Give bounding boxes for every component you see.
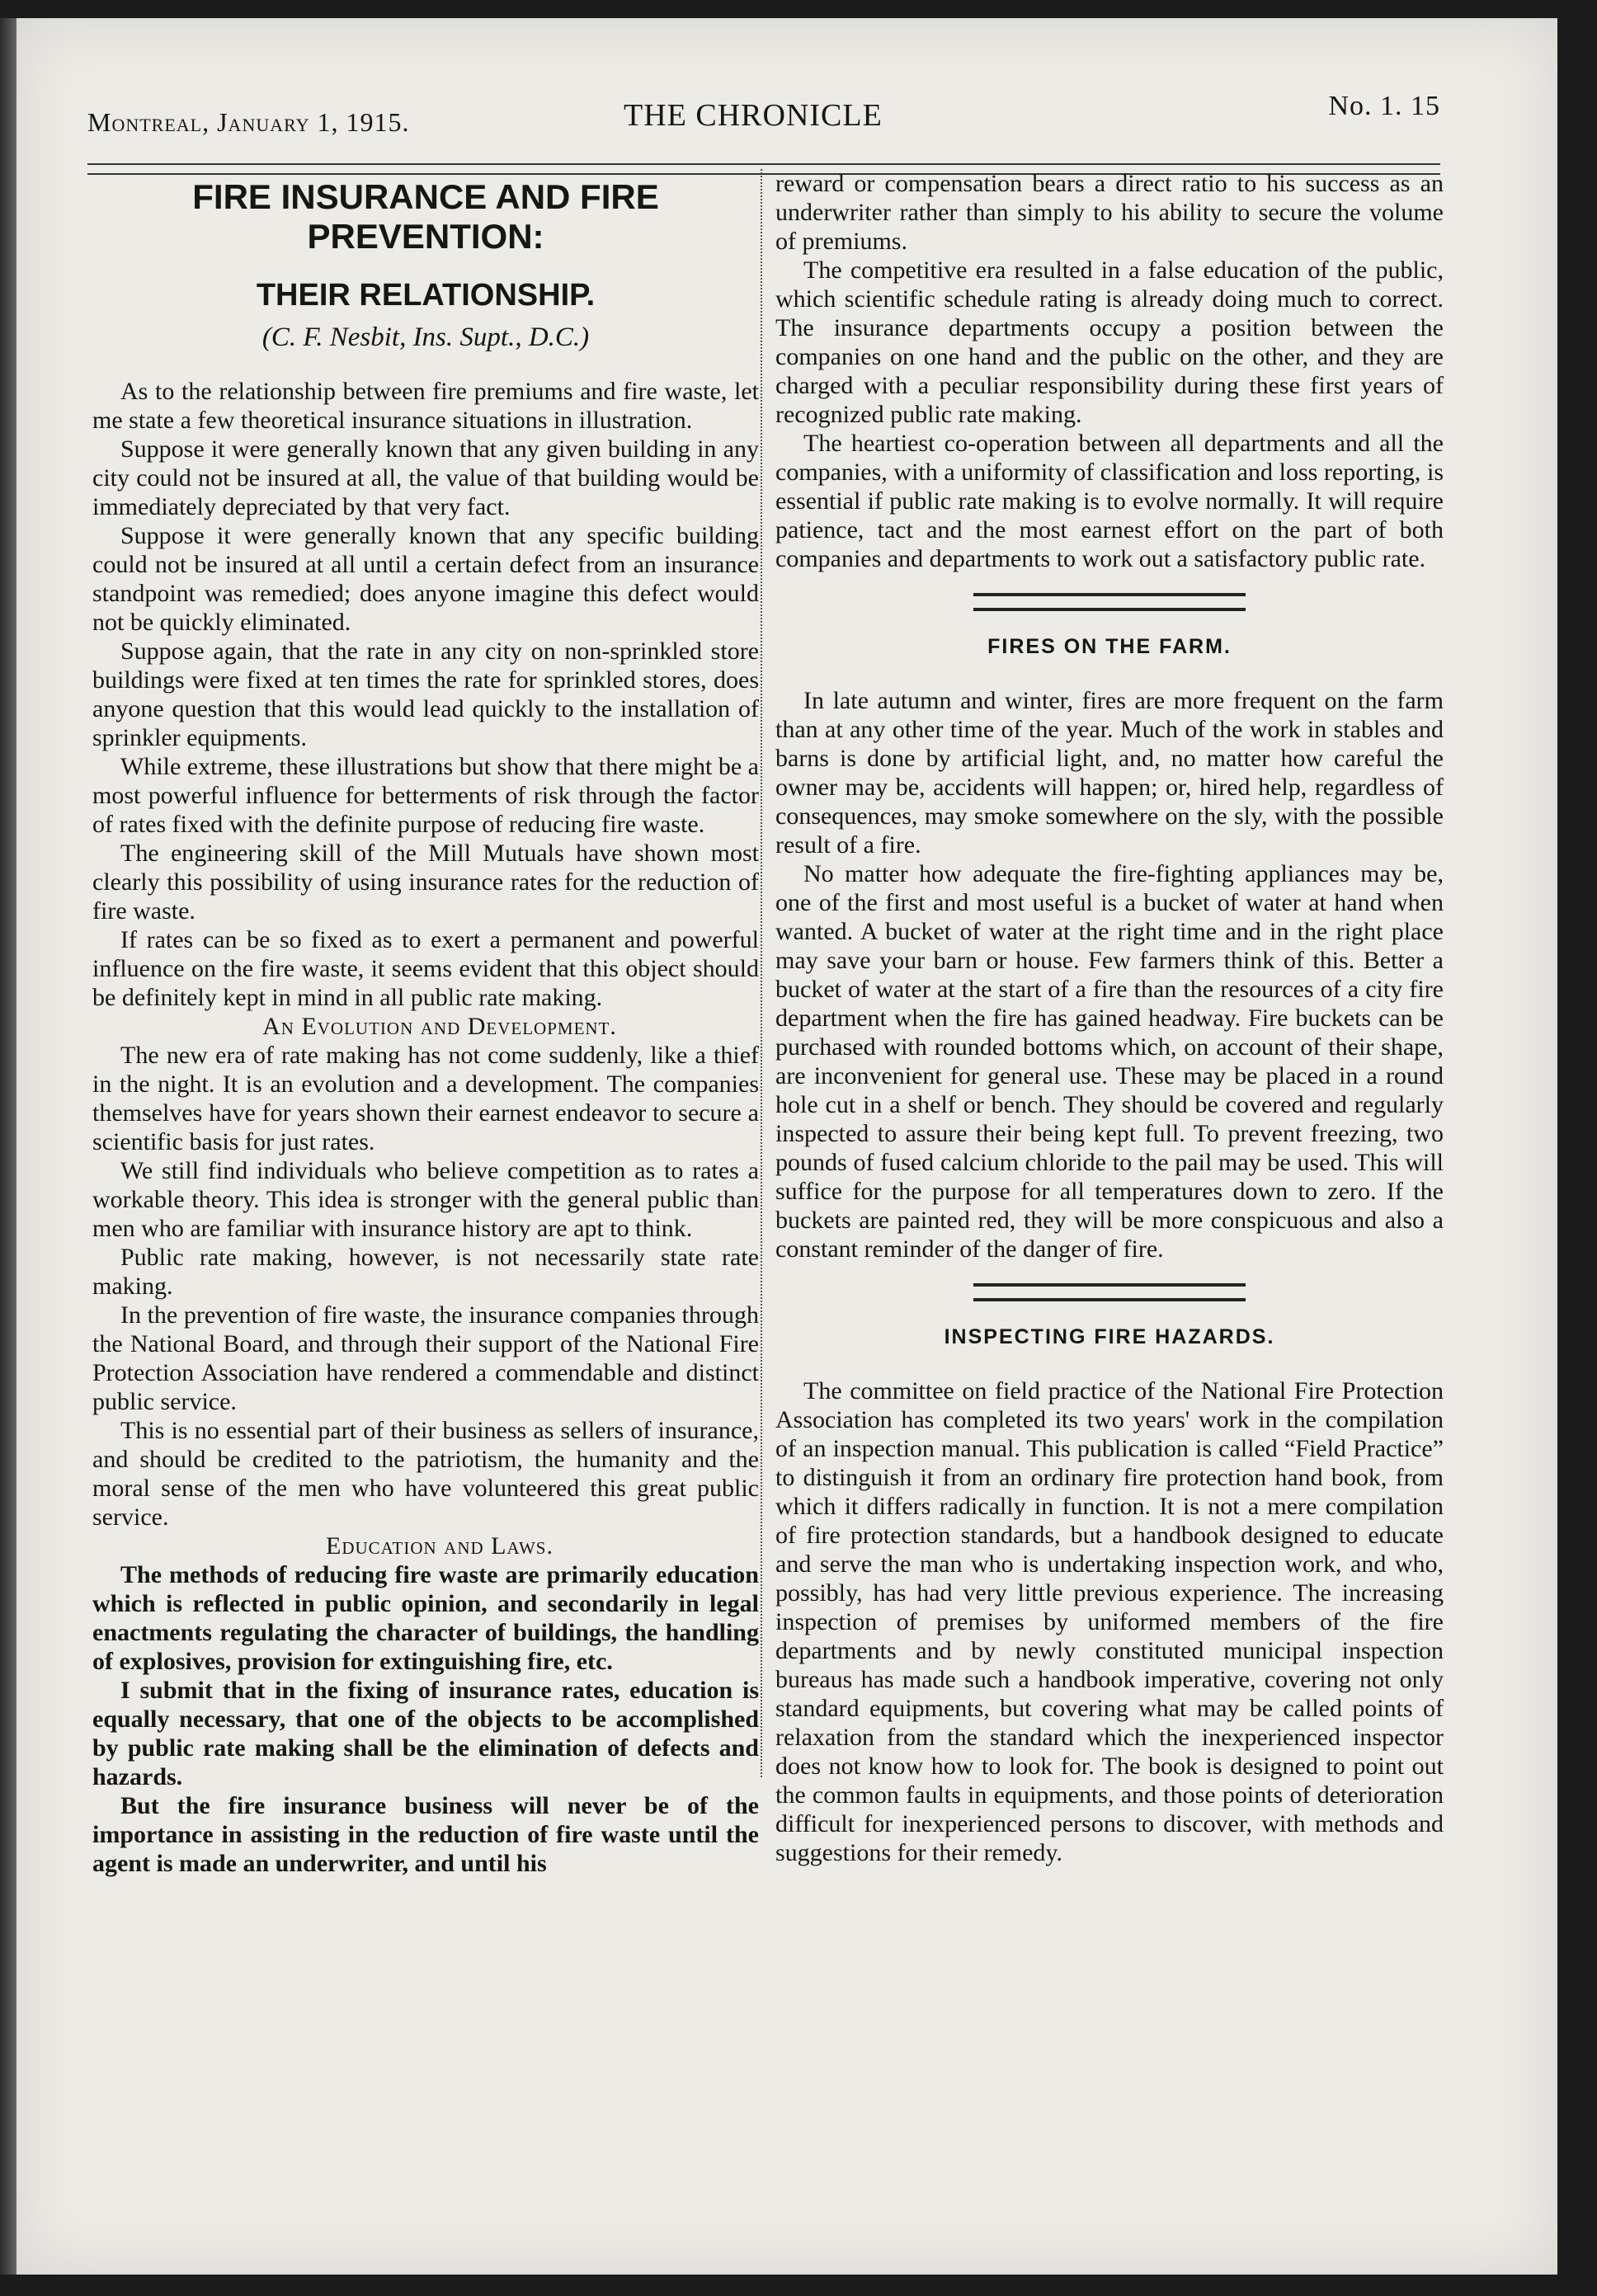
- article1-body-part1: [92, 377, 759, 1012]
- paragraph: As to the relationship between fire premiums and fire waste, let me state a few theoretical insurance situations in illustration.: [92, 378, 759, 434]
- section-ornament: [973, 593, 1246, 611]
- paragraph: In the prevention of fire waste, the insurance companies through the National Board, and through their support of the National Fire Protection Association have rendered a commendable and distinct public service.: [92, 1301, 759, 1415]
- article1-body-part2: [92, 1041, 759, 1531]
- paragraph: While extreme, these illustrations but show that there might be a most powerful influence for betterments of risk through the factor of rates fixed with the definite purpose of reducing fire waste.: [92, 753, 759, 838]
- article-title-line1: FIRE INSURANCE AND FIRE PREVENTION:: [192, 177, 659, 256]
- paragraph: This is no essential part of their business as sellers of insurance, and should be credited to the patriotism, the humanity and the moral sense of the men who have volunteered this great public service.: [92, 1417, 759, 1531]
- article2-body: [775, 686, 1444, 1263]
- paragraph: No matter how adequate the fire-fighting appliances may be, one of the first and most useful is a bucket of water at hand when wanted. A bucket of water at the right time and in the right place may save your barn or house. Few farmers think of this. Better a bucket of water at the start of a fire than the resources of a city fire department when the fire has gained headway. Fire buckets can be purchased with rounded bottoms which, on account of their shape, are inconvenient for general use. These may be placed in a round hole cut in a shelf or bench. They should be covered and regularly inspected to assure their being kept full. To prevent freezing, two pounds of fused calcium chloride to the pail may be used. This will suffice for the purpose for all temperatures down to zero. If the buckets are painted red, they will be more conspicuous and also a constant reminder of the danger of fire.: [775, 860, 1444, 1263]
- paragraph: Suppose it were generally known that any given building in any city could not be insured at all, the value of that building would be immediately depreciated by that very fact.: [92, 435, 759, 520]
- section-ornament: [973, 1283, 1246, 1301]
- subheading-evolution: An Evolution and Development.: [262, 1013, 617, 1040]
- paragraph: If rates can be so fixed as to exert a permanent and powerful influence on the fire waste, it seems evident that this object should be definitely kept in mind in all public rate making.: [92, 926, 759, 1011]
- article-title-line2: THEIR RELATIONSHIP.: [256, 278, 596, 313]
- paragraph: The heartiest co-operation between all departments and all the companies, with a uniformity of classification and loss reporting, is essential if public rate making is to evolve normally. It will require patience, tact and the most earnest effort on the part of both companies and departments to work out a satisfactory public rate.: [775, 430, 1444, 572]
- paragraph: In late autumn and winter, fires are more frequent on the farm than at any other time of the year. Much of the work in stables and barns is done by artificial light, and, no matter how careful the owner may be, accidents will happen; or, hired help, regardless of consequences, may smoke somewhere on the sly, with the possible result of a fire.: [775, 687, 1444, 859]
- right-column: [775, 169, 1444, 1867]
- paragraph: The competitive era resulted in a false education of the public, which scientific schedule rating is already doing much to correct. The insurance departments occupy a position between the companies on one hand and the public on the other, and they are charged with a peculiar responsibility during these first years of recognized public rate making.: [775, 256, 1444, 428]
- paragraph: We still find individuals who believe competition as to rates a workable theory. This idea is stronger with the general public than men who are familiar with insurance history are apt to think.: [92, 1157, 759, 1242]
- article1-body-part3: [92, 1560, 759, 1878]
- byline: (C. F. Nesbit, Ins. Supt., D.C.): [261, 322, 590, 352]
- column-divider: [761, 169, 762, 1777]
- subheading-education: Education and Laws.: [326, 1532, 554, 1560]
- paragraph: I submit that in the fixing of insurance rates, education is equally necessary, that one of the objects to be accomplished by public rate making shall be the elimination of defects and hazards.: [92, 1677, 759, 1790]
- paragraph: The committee on field practice of the National Fire Protection Association has completed its two years' work in the compilation of an inspection manual. This publication is called “Field Practice” to distinguish it from an ordinary fire protection hand book, from which it differs radically in function. It is not a mere compilation of fire protection standards, but a handbook designed to educate and serve the man who is undertaking inspection work, and who, possibly, has had very little previous experience. The increasing inspection of premises by uniformed members of the fire departments and by newly constituted municipal inspection bureaus has made such a handbook imperative, covering not only standard equipments, but covering what may be called points of relaxation from the standard which the inexperienced inspector does not know how to look for. The book is designed to point out the common faults in equipments, and those points of deterioration difficult for inexperienced persons to discover, with methods and suggestions for their remedy.: [775, 1377, 1444, 1866]
- paragraph: But the fire insurance business will never be of the importance in assisting in the reduction of fire waste until the agent is made an underwriter, and until his: [92, 1792, 759, 1877]
- publication-title: THE CHRONICLE: [624, 98, 883, 133]
- article1-continued: [775, 169, 1444, 573]
- section-title-inspecting-fire-hazards: INSPECTING FIRE HAZARDS.: [944, 1325, 1275, 1348]
- left-column: [92, 177, 759, 1878]
- paragraph: reward or compensation bears a direct ratio to his success as an underwriter rather than simply to his ability to secure the volume of premiums.: [775, 170, 1444, 255]
- running-header: [87, 91, 1440, 140]
- paragraph: Suppose again, that the rate in any city on non-sprinkled store buildings were fixed at ten times the rate for sprinkled stores, does anyone question that this would lead quickly to the installation of sprinkler equipments.: [92, 638, 759, 751]
- issue-page-number: No. 1. 15: [1328, 91, 1440, 121]
- paragraph: The engineering skill of the Mill Mutuals have shown most clearly this possibility of using insurance rates for the reduction of fire waste.: [92, 840, 759, 925]
- dateline: Montreal, January 1, 1915.: [87, 107, 410, 137]
- section-title-fires-on-farm: FIRES ON THE FARM.: [987, 635, 1232, 658]
- article3-body: [775, 1376, 1444, 1867]
- paragraph: Public rate making, however, is not necessarily state rate making.: [92, 1244, 759, 1300]
- paragraph: The methods of reducing fire waste are primarily education which is reflected in public opinion, and secondarily in legal enactments regulating the character of buildings, the handling of explosives, provision for extinguishing fire, etc.: [92, 1561, 759, 1675]
- paragraph: Suppose it were generally known that any specific building could not be insured at all until a certain defect from an insurance standpoint was remedied; does anyone imagine this defect would not be quickly eliminated.: [92, 522, 759, 636]
- paragraph: The new era of rate making has not come suddenly, like a thief in the night. It is an evolution and a development. The companies themselves have for years shown their earnest endeavor to secure a scientific basis for just rates.: [92, 1042, 759, 1155]
